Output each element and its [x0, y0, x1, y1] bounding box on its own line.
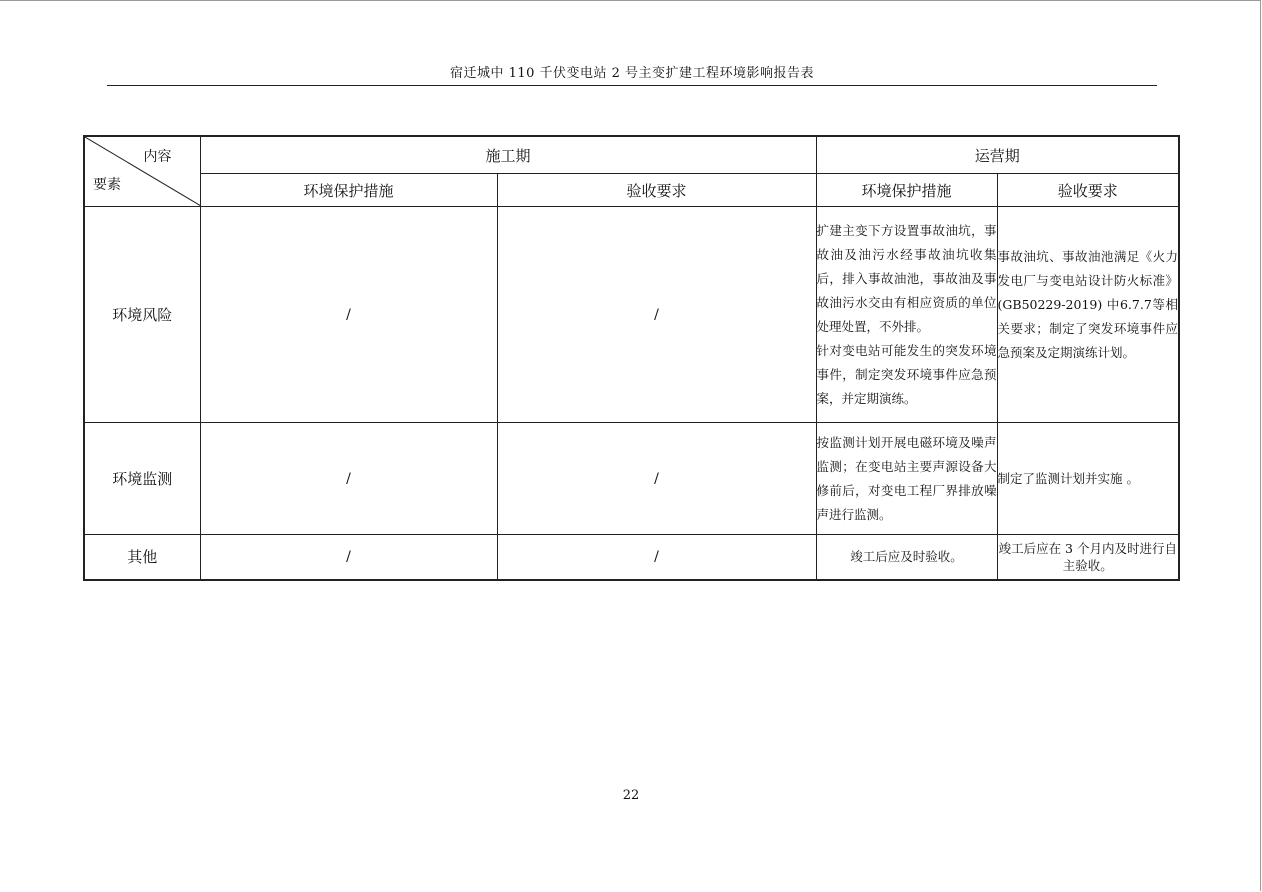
cell-operation-acceptance: 制定了监测计划并实施 。	[997, 423, 1179, 535]
table-row	[84, 423, 1179, 535]
cell-construction-acceptance: /	[497, 535, 816, 580]
cell-construction-acceptance: /	[497, 207, 816, 423]
operation-measures-paragraph-1: 扩建主变下方设置事故油坑，事故油及油污水经事故油坑收集后，排入事故油池，事故油及事故油污水交由有相应资质的单位处理处置，不外排。	[816, 222, 997, 334]
corner-label-content: 内容	[143, 149, 172, 165]
col-header-operation-measures: 环境保护措施	[816, 174, 997, 207]
cell-operation-measures: 按监测计划开展电磁环境及噪声监测；在变电站主要声源设备大修前后，对变电工程厂界排放噪声进行监测。	[816, 423, 997, 535]
corner-label-element: 要素	[93, 177, 121, 193]
cell-construction-acceptance: /	[497, 423, 816, 535]
table-row	[84, 207, 1179, 423]
table-header-row-2	[84, 174, 1179, 207]
group-header-operation: 运营期	[816, 136, 1179, 174]
row-label-monitoring: 环境监测	[84, 423, 200, 535]
col-header-construction-acceptance: 验收要求	[497, 174, 816, 207]
cell-operation-acceptance: 竣工后应在 3 个月内及时进行自主验收。	[997, 535, 1179, 580]
col-header-construction-measures: 环境保护措施	[200, 174, 497, 207]
environmental-measures-table	[83, 135, 1180, 581]
row-label-risk: 环境风险	[84, 207, 200, 423]
table-header-row-1	[84, 136, 1179, 174]
cell-operation-measures	[816, 207, 997, 423]
corner-cell	[84, 136, 200, 207]
group-header-construction: 施工期	[200, 136, 816, 174]
cell-construction-measures: /	[200, 207, 497, 423]
col-header-operation-acceptance: 验收要求	[997, 174, 1179, 207]
cell-construction-measures: /	[200, 423, 497, 535]
table-row	[84, 535, 1179, 580]
page-header: 宿迁城中 110 千伏变电站 2 号主变扩建工程环境影响报告表	[107, 62, 1157, 86]
cell-operation-measures: 竣工后应及时验收。	[816, 535, 997, 580]
cell-operation-acceptance: 事故油坑、事故油池满足《火力发电厂与变电站设计防火标准》(GB50229-2019) 中6.7.7等相关要求；制定了突发环境事件应急预案及定期演练计划。	[997, 207, 1179, 423]
page-number: 22	[622, 788, 640, 803]
row-label-other: 其他	[84, 535, 200, 580]
operation-measures-paragraph-2: 针对变电站可能发生的突发环境事件，制定突发环境事件应急预案，并定期演练。	[816, 342, 997, 406]
cell-construction-measures: /	[200, 535, 497, 580]
